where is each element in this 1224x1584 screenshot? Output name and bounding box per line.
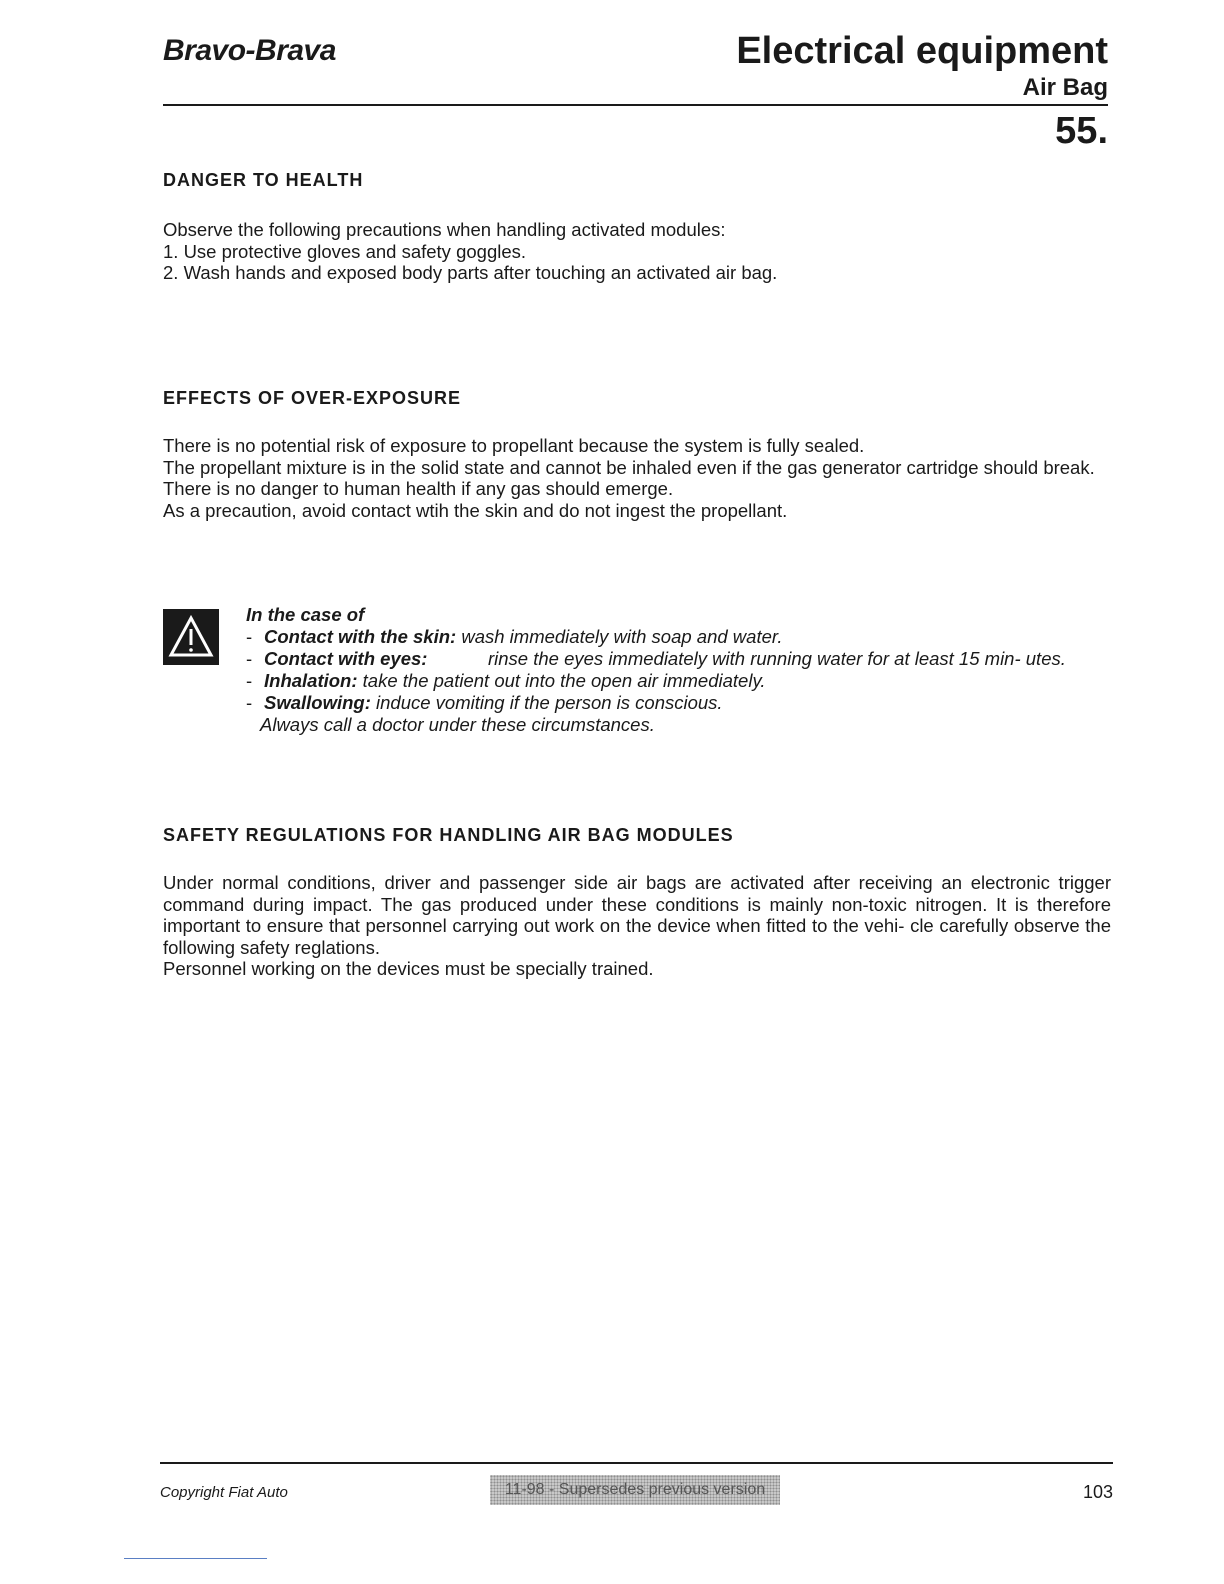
paragraph-line: There is no danger to human health if any gas should emerge.	[163, 478, 674, 499]
eyes-text: rinse the eyes immediately with running water for at least 15 min- utes.	[488, 648, 1066, 669]
header-subtitle: Air Bag	[1022, 74, 1108, 101]
warning-triangle-graphic	[163, 609, 219, 665]
scan-underline-mark	[124, 1558, 267, 1559]
heading-safety-regulations: SAFETY REGULATIONS FOR HANDLING AIR BAG MODULES	[163, 825, 734, 845]
page-number: 103	[1082, 1482, 1113, 1502]
first-aid-instructions	[246, 604, 1116, 736]
skin-label: Contact with the skin:	[264, 626, 457, 647]
inhalation-text: take the patient out into the open air immediately.	[362, 670, 766, 691]
swallowing-label: Swallowing:	[264, 692, 371, 713]
bullet-dash: -	[246, 626, 253, 647]
footer-divider	[160, 1462, 1113, 1464]
bullet-dash: -	[246, 648, 253, 669]
warning-triangle-icon	[163, 609, 219, 665]
heading-danger-to-health: DANGER TO HEALTH	[163, 170, 364, 190]
over-exposure-body	[163, 435, 1113, 521]
header-title: Electrical equipment	[736, 30, 1108, 72]
eyes-label: Contact with eyes:	[264, 648, 428, 669]
skin-text: wash immediately with soap and water.	[461, 626, 783, 647]
list-item: 2. Wash hands and exposed body parts after touching an activated air bag.	[163, 262, 778, 283]
danger-to-health-body	[163, 219, 1113, 284]
section-number: 55.	[1055, 110, 1108, 152]
list-item: 1. Use protective gloves and safety goggles.	[163, 240, 527, 262]
warning-closing: Always call a doctor under these circumstances.	[260, 714, 655, 735]
version-badge: 11-98 - Supersedes previous version	[490, 1475, 780, 1505]
safety-paragraph: Under normal conditions, driver and passenger side air bags are activated after receiving an electronic trigger command during impact. The gas produced under these conditions is mainly non-toxic nitrogen. It is therefore important to ensure that personnel carrying out work on the device when fitted to the vehi- cle carefully observe the following safety reglations.	[163, 872, 1111, 958]
inhalation-label: Inhalation:	[264, 670, 358, 691]
safety-regulations-body	[163, 872, 1111, 980]
swallowing-text: induce vomiting if the person is conscious.	[376, 692, 723, 713]
heading-effects-of-over-exposure: EFFECTS OF OVER-EXPOSURE	[163, 388, 462, 408]
bullet-dash: -	[246, 670, 253, 691]
danger-intro: Observe the following precautions when handling activated modules:	[163, 219, 726, 240]
warning-title: In the case of	[246, 604, 365, 625]
paragraph-line: As a precaution, avoid contact wtih the skin and do not ingest the propellant.	[163, 499, 788, 521]
bullet-dash: -	[246, 692, 253, 713]
paragraph-line: There is no potential risk of exposure to propellant because the system is fully sealed.	[163, 435, 865, 456]
header-divider	[163, 104, 1108, 106]
header-model: Bravo-Brava	[163, 34, 336, 67]
paragraph-line: The propellant mixture is in the solid state and cannot be inhaled even if the gas generator cartridge should break.	[163, 456, 1095, 478]
safety-last-line: Personnel working on the devices must be specially trained.	[163, 958, 654, 979]
footer-copyright: Copyright Fiat Auto	[160, 1484, 288, 1501]
